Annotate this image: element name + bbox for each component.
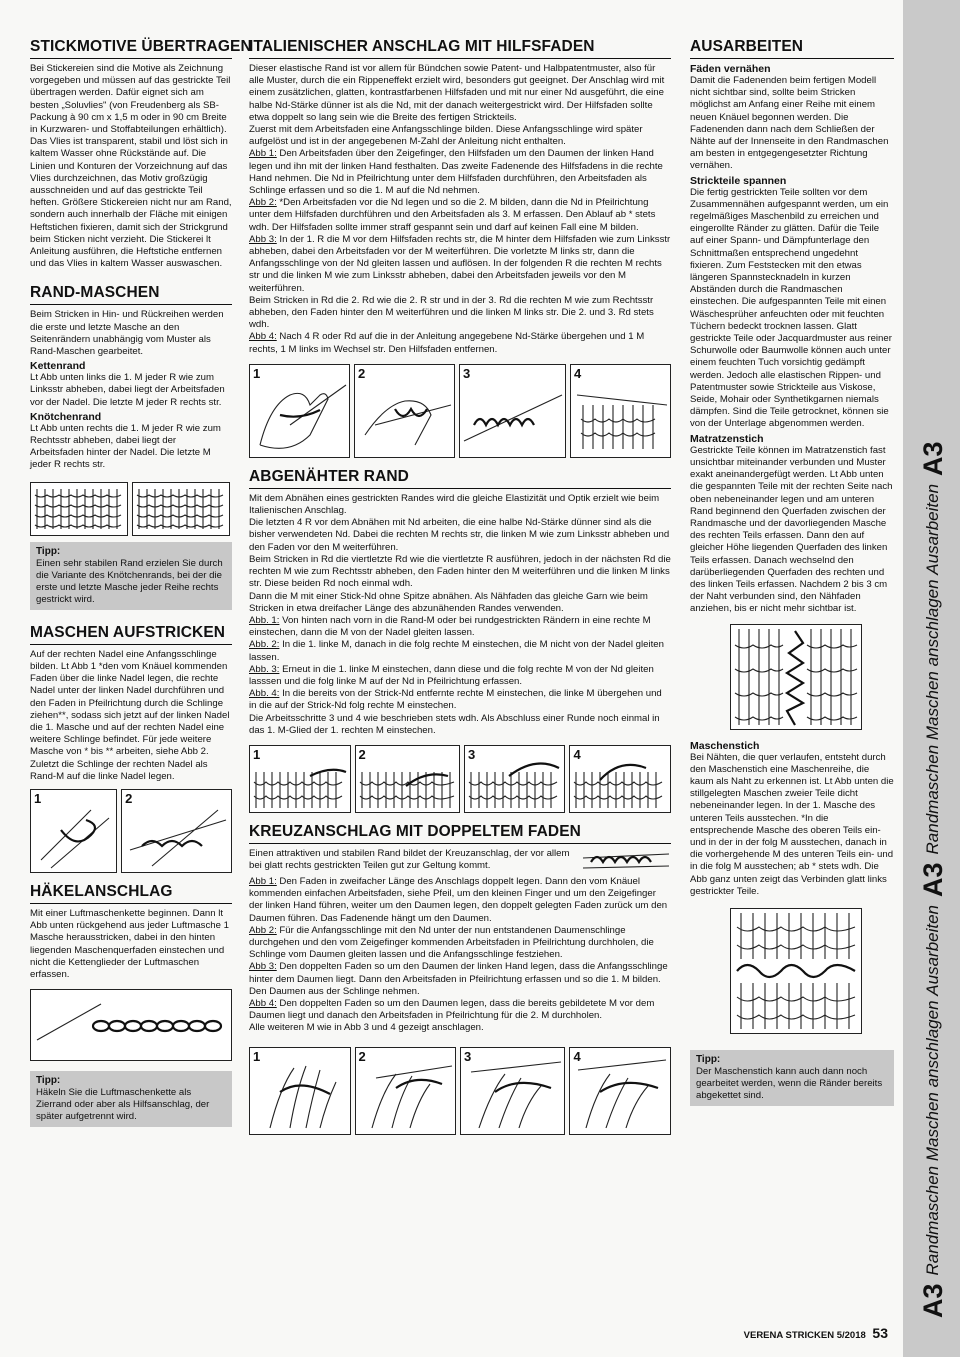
figure-2 [121, 789, 232, 873]
step-body: Erneut in die 1. linke M einstechen, dann diese und die folg rechte M von der Nd gleiten lasssen und die folg linke M auf der Nd in Pfeilrichtung erfassen. [249, 663, 654, 687]
section-stickmotive [30, 38, 252, 270]
subsection-title: Fäden vernähen [690, 63, 771, 75]
step-text [249, 925, 671, 962]
subsection-title: Kettenrand [30, 360, 86, 373]
step-label: Abb 4: [249, 997, 277, 1009]
step-label: Abb 1: [249, 148, 277, 160]
knoetchenrand-figure [132, 482, 230, 536]
figure-number: 3 [463, 365, 471, 381]
step-body: Nach 4 R oder Rd auf die in der Anleitung angegebene Nd-Stärke übergehen und 1 M rechts, 1 M links im Wechsel str. Den Hilfsfaden entfernen. [249, 331, 645, 355]
sidebar-topic: Randmaschen [923, 1165, 942, 1276]
tip-label: Tipp: [36, 545, 61, 557]
figure-number: 3 [464, 1048, 472, 1064]
figure-row [249, 1047, 671, 1135]
figure-3 [460, 1047, 565, 1135]
figure-2 [354, 364, 455, 458]
subsection-title: Maschenstich [690, 739, 760, 752]
section-text: Mit einer Luftmaschenkette beginnen. Dann lt Abb unten rückgehend aus jeder Luftmasche 1 Masche herausstricken, dabei in den hinten liegenden Maschenquerfaden einstechen und nicht die Kettenglieder der Luftmaschen erfassen. [30, 907, 229, 980]
section-title: ITALIENISCHER ANSCHLAG MIT HILFSFADEN [249, 38, 671, 59]
page-number: 53 [872, 1325, 888, 1341]
step-body: In der 1. R die M vor dem Hilfsfaden rechts str, die M hinter dem Hilfsfaden wie zum Linksstr abheben, dabei den Arbeitsfaden vor der M weiterführen. Die vorletzte M links str, dann die Anfangsschlinge von der Nd gleiten lassen und auflösen. In der folgenden R die rechten M rechts str und die linken M wie zum Linksstr abheben, dabei den Arbeitsfaden jeweils vor den M weiterführen. [249, 233, 671, 294]
section-text: Lt Abb unten links die 1. M jeder R wie zum Linksstr abheben, dabei liegt der Arbeitsfaden vor der Nadel. Die letzte M jeder R rechts str. [30, 372, 225, 408]
matratzenstich-figure [730, 624, 862, 730]
seam-illustration [731, 625, 861, 729]
intro-row [249, 848, 671, 876]
figure-number: 2 [125, 790, 133, 806]
section-text: Mit dem Abnähen eines gestrickten Randes wird die gleiche Elastizität und Optik erzielt wie beim Italienischen Anschlag. [249, 492, 660, 517]
figure-number: 4 [573, 1048, 581, 1064]
section-haekelanschlag [30, 883, 232, 1127]
step-text [249, 197, 671, 234]
knit-illustration [465, 746, 565, 812]
sidebar-code: A3 [917, 1283, 948, 1318]
step-text [249, 615, 671, 639]
subsection-title: Matratzenstich [690, 432, 764, 445]
section-title: MASCHEN AUFSTRICKEN [30, 624, 232, 645]
step-label: Abb. 4: [249, 688, 280, 700]
section-title: KREUZANSCHLAG MIT DOPPELTEM FADEN [249, 823, 671, 844]
knit-illustration [570, 746, 670, 812]
tip-box [30, 1071, 232, 1127]
sidebar-topic: Ausarbeiten [923, 904, 942, 996]
section-abgenaeht [249, 468, 671, 813]
figure-1 [249, 745, 351, 813]
step-text [249, 639, 671, 663]
section-text: Alle weiteren M wie in Abb 3 und 4 gezeigt anschlagen. [249, 1022, 484, 1034]
kettenrand-figure [30, 482, 128, 536]
step-label: Abb 2: [249, 197, 277, 209]
figure-number: 1 [34, 790, 42, 806]
sidebar-topic: Maschen anschlagen [923, 1000, 942, 1162]
figure-row [30, 789, 232, 873]
tip-text: Häkeln Sie die Luftmaschenkette als Zierrand oder aber als Hilfsanschlag, der später aufgetrennt wird. [36, 1087, 210, 1123]
section-text: Dann die M mit einer Stick-Nd ohne Spitze abnähen. Als Nähfaden das gleiche Garn wie beim Stricken in etwa dreifacher Länge des abzunähenden Randes verwenden. [249, 590, 648, 614]
knit-illustration [250, 746, 350, 812]
hand-illustration [250, 365, 350, 457]
needle-illustration [122, 790, 232, 872]
section-text: Damit die Fadenenden beim fertigen Modell nicht sichtbar sind, sollte beim Stricken möglichst am Anfang einer Reihe mit einem neuen Knäuel begonnen werden. Die Fadenenden dann nach dem Schließen der Nähte auf der Innenseite in den Randmaschen am besten in entgegengesetzter Richtung vernähen. [690, 75, 889, 172]
magazine-name: VERENA STRICKEN 5/2018 [743, 1330, 866, 1341]
figure-1 [249, 1047, 351, 1135]
section-text: Zuerst mit dem Arbeitsfaden eine Anfangsschlinge bilden. Diese Anfangsschlinge wird später aufgelöst und ist in der angegebenen M-Zahl der Anleitung nicht enthalten. [249, 124, 643, 148]
hand-illustration [356, 1048, 456, 1134]
section-kreuzanschlag [249, 823, 671, 1135]
figure-number: 4 [573, 746, 581, 762]
hand-illustration [570, 1048, 670, 1134]
figure-number: 2 [358, 1048, 366, 1064]
tip-text: Der Maschenstich kann auch dann noch gearbeitet werden, wenn die Ränder bereits abgekettet sind. [696, 1065, 883, 1101]
step-text [249, 664, 671, 688]
step-label: Abb 1: [249, 875, 277, 887]
knit-illustration [31, 483, 127, 535]
step-label: Abb. 1: [249, 614, 280, 626]
sidebar-label [907, 26, 959, 1326]
step-text [249, 331, 671, 355]
figure-3 [464, 745, 566, 813]
hand-illustration [461, 1048, 565, 1134]
hand-illustration [355, 365, 455, 457]
step-text [249, 998, 671, 1022]
step-text [249, 876, 671, 925]
step-body: In die bereits von der Strick-Nd entfernte rechte M einstechen, die linke M übergehen und in die auf der Strick-Nd folg rechte M einstechen. [249, 688, 662, 712]
step-label: Abb 4: [249, 331, 277, 343]
tip-label: Tipp: [696, 1053, 721, 1065]
section-text: Beim Stricken in Rd die viertletzte Rd wie die viertletzte R ausführen, jedoch in der nächsten Rd die rechten M wie zum Rechtsstr abheben, den Faden hinter den M weiterführen und die linken M links str. Diese beiden Rd noch einmal wdh. [249, 553, 671, 590]
section-text: Die fertig gestrickten Teile sollten vor dem Zusammennähen aufgespannt werden, um ein regelmäßiges Maschenbild zu erreichen und eingerollte Ränder zu glätten. Dafür die Teile auf einer Spann- und Dämpfunterlage den Schnittmaßen entsprechend ungedehnt fixieren. Zum Feststecken mit den etwas längeren Spannstecknadeln in kurzen Abständen durch die Randmaschen einstechen. Die aufgespannten Teile mit einen Wäschesprüher anfeuchten oder mit feuchten Tüchern bedeckt trocknen lassen. Glatt gestrickte Teile oder Jacquardmuster aus reiner Schurwolle oder Baumwolle können auch unter einem feuchten Tuch vorsichtig gedämpft werden. Jedoch alle elastischen Rippen- und Patentmuster sowie Strickteile aus Viskose, Seide, Mohair oder Synthetikgarnen niemals dämpfen. Sind die Teile getrocknet, können sie von der Unterlage abgenommen werden. [690, 186, 892, 430]
figure-number: 1 [253, 746, 261, 762]
needle-illustration [31, 790, 117, 872]
figure-1 [249, 364, 350, 458]
crochet-figure [30, 989, 232, 1061]
figure-1 [30, 789, 117, 873]
hand-illustration [250, 1048, 350, 1134]
sidebar-topic: Randmaschen [923, 744, 942, 855]
figure-number: 2 [358, 746, 366, 762]
knit-illustration [356, 746, 460, 812]
section-title: ABGENÄHTER RAND [249, 468, 671, 489]
figure-number: 2 [358, 365, 366, 381]
figure-row [249, 745, 671, 813]
sidebar-code: A3 [917, 441, 948, 476]
knit-illustration [460, 365, 566, 457]
step-label: Abb. 2: [249, 639, 280, 651]
figure-number: 4 [573, 365, 582, 381]
figure-row [30, 482, 232, 536]
step-body: Den Faden in zweifacher Länge des Anschlags doppelt legen. Dann den vom Knäuel kommenden einfachen Arbeitsfaden, siehe Pfeil, um den kleinen Finger und um den Zeigefinger der linken Hand führen, weiter um den Daumen legen, den doppelt gelegten Faden zurück um den Daumen führen. Das Fadenende hängt um den Daumen. [249, 875, 668, 924]
tip-box [30, 542, 232, 610]
maschenstich-figure [730, 908, 862, 1034]
crochet-illustration [31, 990, 231, 1060]
step-body: Den Arbeitsfaden über den Zeigefinger, den Hilfsfaden um den Daumen der linken Hand legen und ihn mit der linken Hand festhalten. Das zweite Fadenende des Hilfsfadens in die rechte Hand nehmen. Die Nd in Pfeilrichtung unter dem Hilfsfaden durchführen, den Arbeitsfaden als Schlinge erfassen und so die 1. M auf die Nd nehmen. [249, 148, 663, 197]
section-text: Auf der rechten Nadel eine Anfangsschlinge bilden. Lt Abb 1 *den vom Knäuel kommenden Faden über die linke Nadel legen, die rechte Nadel unter der linken Nadel durchführen und den Faden in Pfeilrichtung durch die Schlinge ziehen**, sodass sich jetzt auf der linken Nadel die 1. Masche und auf der rechten Nadel eine weitere Schlinge befindet. Für jede weitere Masche von * bis ** arbeiten, siehe Abb 2. Zuletzt die Schlinge der rechten Nadel als Rand-M auf die linke Nadel legen. [30, 648, 230, 782]
section-title: RAND-MASCHEN [30, 284, 232, 305]
knit-illustration [133, 483, 229, 535]
section-text: Dieser elastische Rand ist vor allem für Bündchen sowie Patent- und Halbpatentmuster, also für alle Muster, durch die ein Rippeneffekt erzielt wird, besonders gut geeignet. Der Anschlag wird mit einem zusätzlichen, glatten, kontrastfarbenen Hilfsfaden und mit nur einer Nd ausgeführt, die eine halbe Nd-Stärke dünner ist als die Nd, mit der danach weitergestrickt wird. Der Hilfsfaden sollte etwa doppelt so lang sein wie die Breite des fertigen Strickteils. [249, 63, 665, 123]
step-text [249, 234, 671, 295]
step-body: Von hinten nach vorn in die Rand-M oder bei rundgestrickten Rändern in eine rechte M einstechen, dann die M von der Nadel gleiten lassen. [249, 614, 651, 639]
figure-4 [569, 1047, 671, 1135]
knit-illustration [571, 365, 671, 457]
section-randmaschen [30, 284, 232, 609]
section-text: Bei Stickereien sind die Motive als Zeichnung vorgegeben und müssen auf das gestrickte Teil übertragen werden. Dafür eignet sich am besten „Soluvlies" (von Freudenberg als SB-Packung à 90 cm x 1,5 m oder in 90 cm Breite in Kurzwaren- und Stoffabteilungen erhältlich). Das Vlies ist transparent, stabil und löst sich in kaltem Wasser ohne Rückstände auf. Die Linien und Konturen der Vorzeichnung auf das Vlies durchzeichnen, das Motiv großzügig ausschneiden und auf das gestrickte Teil heften. Größere Stickereien nicht nur am Rand, sondern auch innerhalb der Fläche mit einigen Heftstichen fixieren, damit sich der Strickgrund beim Sticken nicht verzieht. Die Stickerei lt Anleitung ausführen, die Heftstiche entfernen und das Vlies in kaltem Wasser auswaschen. [30, 63, 232, 270]
step-text [249, 148, 671, 197]
section-title: HÄKELANSCHLAG [30, 883, 232, 904]
section-text: Beim Stricken in Rd die 2. Rd wie die 2. R str und in der 3. Rd die rechten M wie zum Rechtsstr abheben, den Faden hinter den M weiterführen und die linken M links str. Die 2. und 3. Rd stets wdh. [249, 294, 654, 331]
figure-number: 1 [253, 365, 261, 381]
figure-3 [459, 364, 566, 458]
step-text [249, 961, 671, 998]
section-text: Lt Abb unten rechts die 1. M jeder R wie zum Rechtsstr abheben, dabei liegt der Arbeitsfaden hinter der Nadel. Die letzte M jeder R rechts str. [30, 422, 221, 471]
section-text: Bei Nähten, die quer verlaufen, entsteht durch den Maschenstich eine Maschenreihe, die kaum als Naht zu erkennen ist. Lt Abb unten die stillgelegten Maschen zweier Teile dicht nebeneinander legen. In der 1. Masche des unteren Teils ausstechen. *In die entsprechende Masche des oberen Teils ein- und in der in der folg M ausstechen, danach in die vorhergehende M des unteren Teils ein- und in die folg M ausstechen; ab * stets wdh. Die Abb ganz unten zeigt das Verbinden glatt links gestrickter Teile. [690, 751, 894, 897]
section-title: AUSARBEITEN [690, 38, 894, 59]
seam-illustration [731, 909, 861, 1033]
figure-row [249, 364, 671, 458]
figure-2 [355, 745, 460, 813]
cast-on-illustration [581, 848, 671, 876]
tip-label: Tipp: [36, 1075, 61, 1087]
section-title: STICKMOTIVE ÜBERTRAGEN [30, 38, 232, 59]
section-text: Gestrickte Teile können im Matratzenstich fast unsichtbar miteinander verbunden und Muster exakt aneinandergefügt werden. Lt Abb unten die gespannten Teile mit der rechten Seite nach oben nebeneinander legen und am unteren Rand beginnend den Querfaden zwischen der Randmasche und der davorliegenden Masche des rechten Teils erfassen. Dann den auf gleicher Höhe liegenden Querfaden des linken Teils erfassen. Danach wechselnd den darüberliegenden Querfaden des rechten und des linken Teils erfassen. Nachdem 2 bis 3 cm der Naht verbunden sind, den Nähfaden anziehen, bis er nicht mehr sichtbar ist. [690, 444, 893, 615]
figure-number: 1 [253, 1048, 261, 1064]
figure-number: 3 [467, 746, 476, 762]
left-column [30, 38, 252, 1133]
step-label: Abb 2: [249, 924, 277, 936]
right-column [690, 38, 894, 1112]
figure-2 [355, 1047, 457, 1135]
sidebar-topic: Maschen anschlagen [923, 579, 942, 741]
step-label: Abb. 3: [249, 663, 280, 675]
step-body: Den doppelten Faden so um den Daumen der linken Hand legen, dass die Anfangsschlinge hinter dem Daumen liegt. Dann den Arbeitsfaden in Pfeilrichtung erfassen und so die 1. M bilden. Den Daumen aus der Schlinge nehmen. [249, 961, 668, 997]
step-label: Abb 3: [249, 961, 277, 973]
section-aufstricken [30, 624, 232, 873]
middle-column [249, 38, 671, 1141]
figure-4 [570, 364, 671, 458]
subsection-title: Strickteile spannen [690, 174, 787, 187]
tip-box [690, 1050, 894, 1106]
step-body: Für die Anfangsschlinge mit den Nd unter der nun entstandenen Daumenschlinge durchgehen und den vom Zeigefinger kommenden Arbeitsfaden in Pfeilrichtung durchholen, die Schlinge vom Daumen gleiten lassen und die Anfangsschlinge festziehen. [249, 924, 654, 961]
section-text: Beim Stricken in Hin- und Rückreihen werden die erste und letzte Masche an den Seitenrändern unabhängig vom Muster als Rand-Maschen gearbeitet. [30, 309, 224, 358]
sidebar-code: A3 [917, 862, 948, 897]
section-ausarbeiten [690, 38, 894, 1106]
step-body: *Den Arbeitsfaden vor die Nd legen und so die 2. M bilden, dann die Nd in Pfeilrichtung unter dem Hilfsfaden durchführen und den Arbeitsfaden als 3. M erfassen. Den Ablauf ab * stets wdh. Der Hilfsfaden sollte immer straff gespannt sein und darf auf keinen Fall eine M bilden. [249, 197, 656, 233]
subsection-title: Knötchenrand [30, 410, 102, 423]
step-body: In die 1. linke M, danach in die folg rechte M einstechen, die M nicht von der Nadel gleiten lassen. [249, 639, 664, 663]
page-footer [744, 1325, 888, 1341]
figure-4 [569, 745, 671, 813]
section-text: Einen attraktiven und stabilen Rand bildet der Kreuzanschlag, der vor allem bei glatt rechts gestrickten Teilen gut zur Geltung kommt. [249, 847, 570, 872]
section-sidebar [903, 0, 960, 1357]
section-italienisch [249, 38, 671, 458]
step-text [249, 688, 671, 712]
section-text: Die letzten 4 R vor dem Abnähen mit Nd arbeiten, die eine halbe Nd-Stärke dünner sind als die bisher verwendeten Nd. Dabei die rechten M rechts str, die linken M wie zum Linksstr abheben und den Faden vor den M weiterführen. [249, 517, 670, 553]
tip-text: Einen sehr stabilen Rand erzielen Sie durch die Variante des Knötchenrands, bei der die erste und letzte Masche jeder Reihe rechts gestrickt wird. [36, 557, 223, 605]
section-text: Die Arbeitsschritte 3 und 4 wie beschrieben stets wdh. Als Abschluss einer Runde noch einmal in das 1. M-Glied der 1. rechten M einstechen. [249, 712, 660, 736]
sidebar-topic: Ausarbeiten [923, 483, 942, 575]
step-body: Den doppelten Faden so um den Daumen legen, dass die bereits gebildetete M vor dem Daumen liegt und danach den Arbeitsfaden in Pfeilrichtung für die 2. M durchholen. [249, 997, 655, 1022]
step-label: Abb 3: [249, 233, 277, 245]
